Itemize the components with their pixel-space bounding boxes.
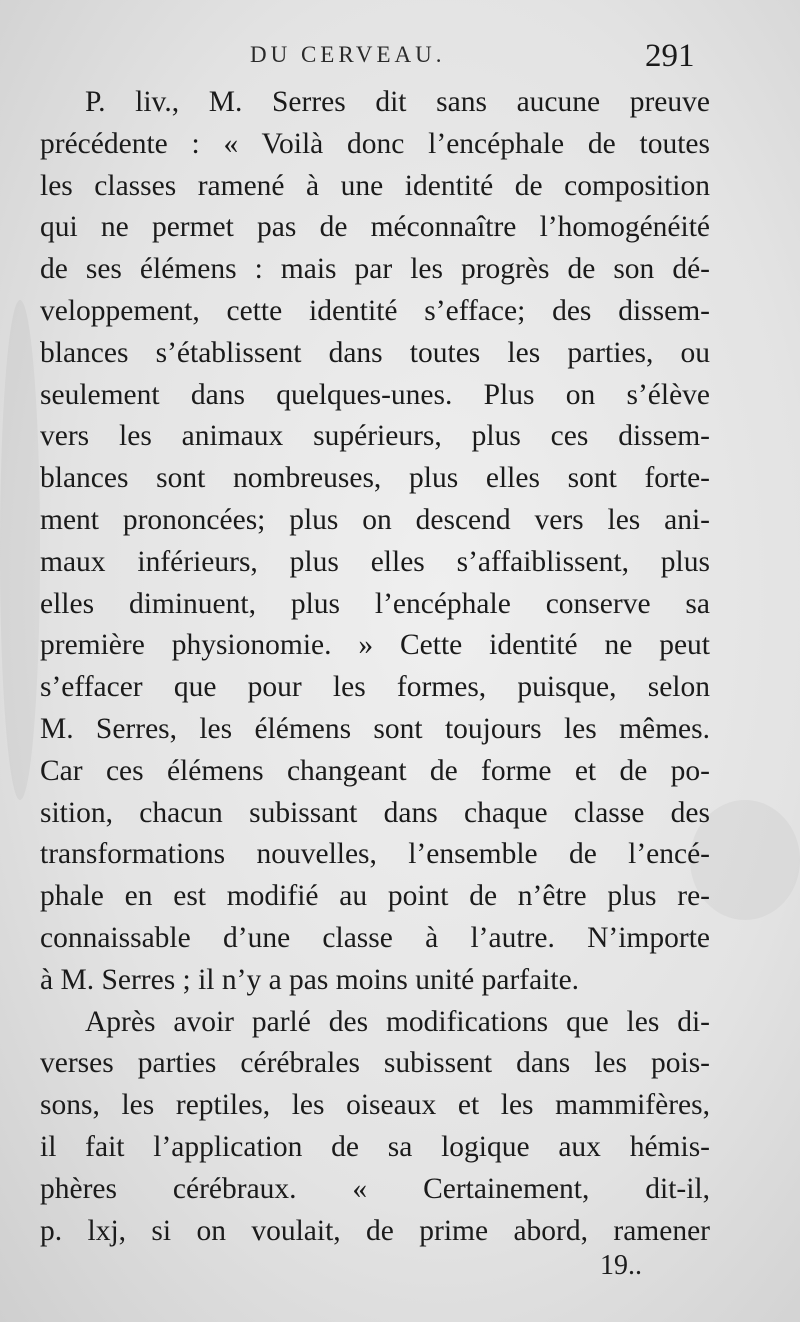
text-line: première physionomie. » Cette identité ne peut (40, 629, 710, 662)
text-line: p. lxj, si on voulait, de prime abord, ramener (40, 1214, 710, 1247)
text-line: vers les animaux supérieurs, plus ces dissem- (40, 420, 710, 453)
text-line: sons, les reptiles, les oiseaux et les mammifères, (40, 1089, 710, 1122)
text-line: elles diminuent, plus l’encéphale conserve sa (40, 587, 710, 620)
text-line: seulement dans quelques-unes. Plus on s’élève (40, 378, 710, 411)
text-line: verses parties cérébrales subissent dans les pois- (40, 1047, 710, 1080)
text-line: blances sont nombreuses, plus elles sont forte- (40, 462, 710, 495)
page-header (0, 38, 800, 78)
text-line: Car ces élémens changeant de forme et de po- (40, 754, 710, 787)
text-line: à M. Serres ; il n’y a pas moins unité parfaite. (40, 963, 580, 996)
text-line: il fait l’application de sa logique aux hémis- (40, 1130, 710, 1163)
text-line: Après avoir parlé des modifications que les di- (85, 1005, 710, 1038)
text-line: qui ne permet pas de méconnaître l’homogénéité (40, 211, 710, 244)
body-text (40, 82, 710, 1252)
page-number: 291 (645, 38, 695, 74)
text-line: phères cérébraux. « Certainement, dit-il, (40, 1172, 710, 1205)
text-line: blances s’établissent dans toutes les parties, ou (40, 336, 710, 369)
text-line: s’effacer que pour les formes, puisque, selon (40, 671, 710, 704)
text-line: précédente : « Voilà donc l’encéphale de toutes (40, 127, 710, 160)
text-line: de ses élémens : mais par les progrès de son dé- (40, 253, 710, 286)
text-line: veloppement, cette identité s’efface; des dissem- (40, 294, 710, 327)
running-head: DU CERVEAU. (250, 42, 446, 67)
text-line: P. liv., M. Serres dit sans aucune preuve (85, 86, 710, 118)
gutter-shadow (0, 300, 40, 800)
text-line: les classes ramené à une identité de composition (40, 169, 710, 202)
text-line: connaissable d’une classe à l’autre. N’importe (40, 921, 710, 954)
text-line: M. Serres, les élémens sont toujours les mêmes. (40, 712, 710, 745)
text-line: transformations nouvelles, l’ensemble de l’encé- (40, 838, 710, 871)
text-line: sition, chacun subissant dans chaque classe des (40, 796, 710, 829)
text-line: ment prononcées; plus on descend vers les ani- (40, 503, 710, 536)
signature-mark: 19.. (600, 1250, 642, 1281)
text-line: phale en est modifié au point de n’être plus re- (40, 880, 710, 913)
text-line: maux inférieurs, plus elles s’affaiblissent, plus (40, 545, 710, 578)
